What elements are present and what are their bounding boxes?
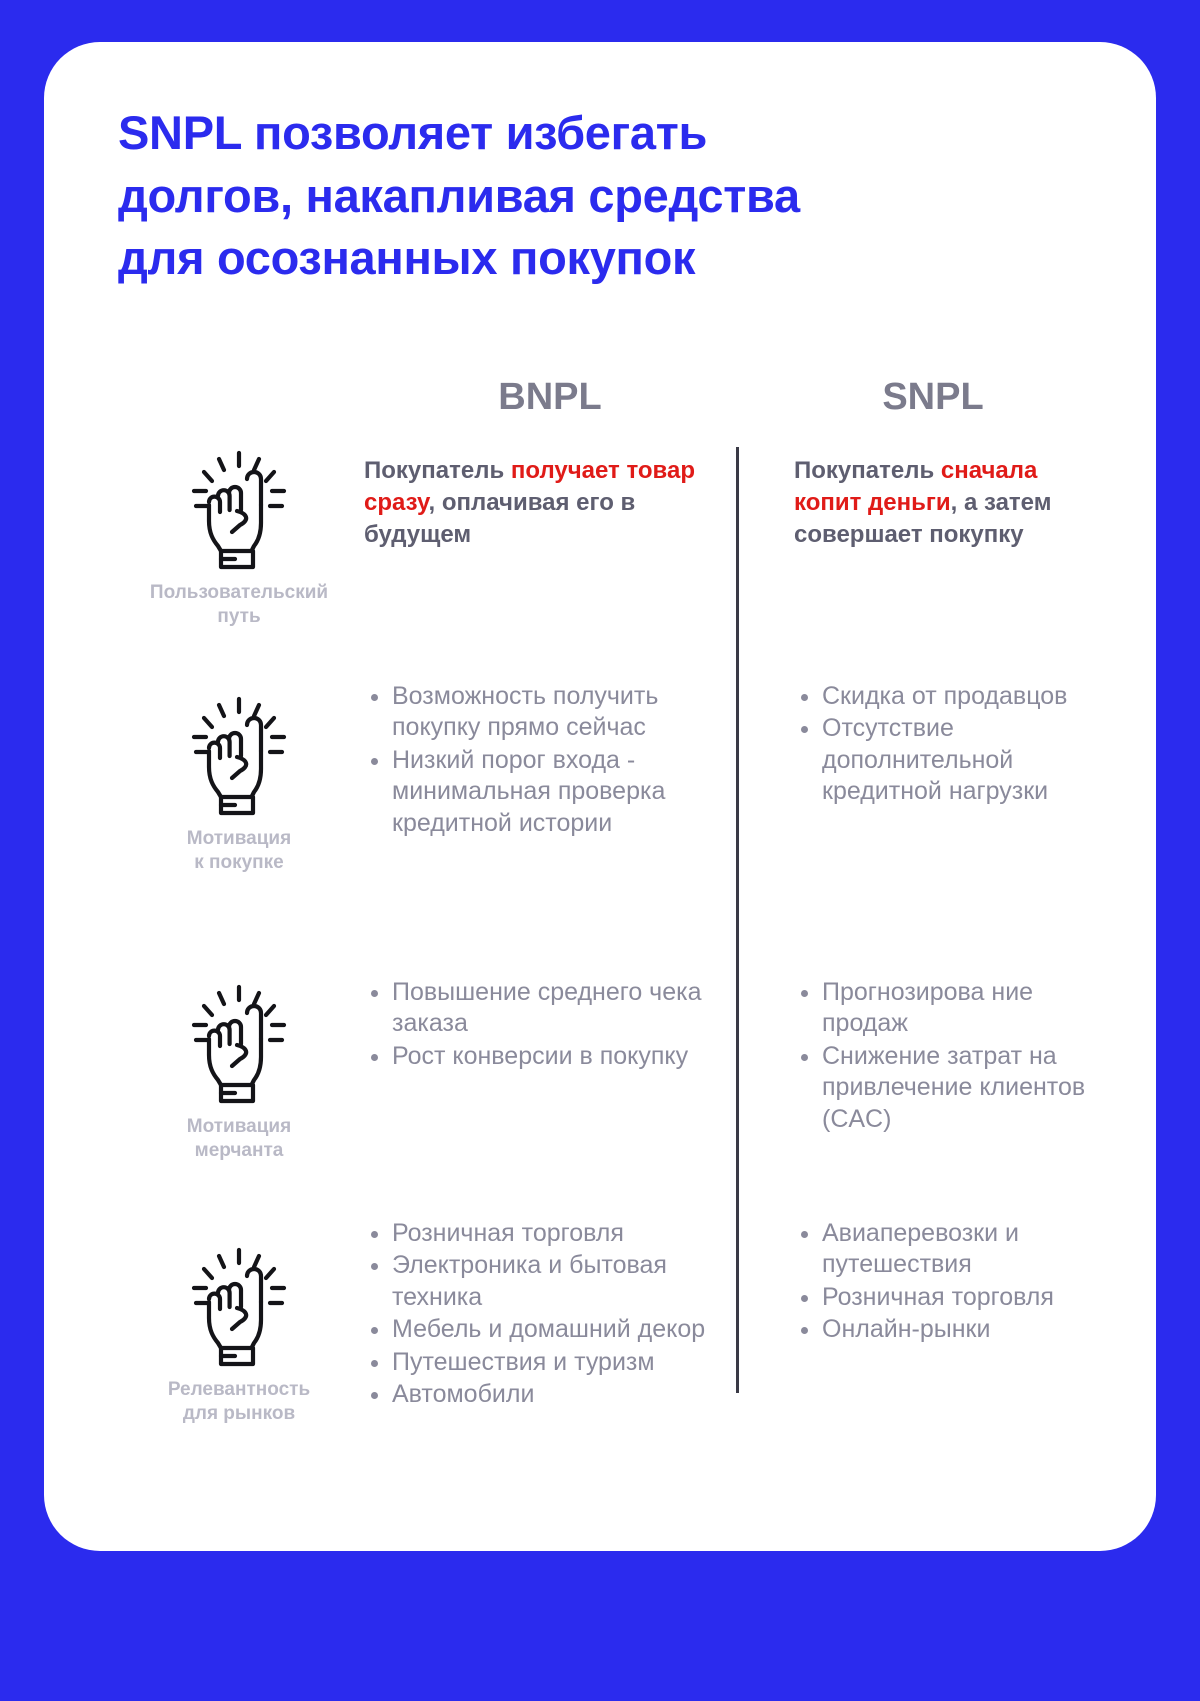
column-header-snpl: SNPL — [882, 375, 984, 418]
cell-snpl — [758, 641, 1108, 809]
lead-text: , а затем совершает покупку — [794, 488, 1052, 548]
clicking-hand-icon — [185, 449, 293, 573]
row-label-text: Релевантность для рынков — [167, 1378, 311, 1425]
bullet-list — [364, 977, 718, 1073]
header-spacer — [114, 376, 364, 419]
cell-bnpl — [364, 641, 736, 841]
bullet-list — [794, 977, 1108, 1136]
cell-snpl — [758, 931, 1108, 1137]
list-item: Электроника и бытовая техника — [364, 1250, 718, 1313]
row-label-text: Пользовательский путь — [149, 581, 329, 628]
list-item: Отсутствие дополнительной кредитной нагрузки — [794, 713, 1108, 808]
column-header-bnpl: BNPL — [498, 375, 602, 418]
list-item: Возможность получить покупку прямо сейчас — [364, 681, 718, 744]
row-label-text: Мотивация к покупке — [186, 827, 292, 874]
bullet-list — [794, 681, 1108, 808]
row-label-1 — [114, 441, 364, 630]
list-item: Авиаперевозки и путешествия — [794, 1218, 1108, 1281]
cell-bnpl — [364, 441, 736, 551]
row-label-3 — [114, 931, 364, 1164]
lead-paragraph — [794, 455, 1108, 551]
page-title — [118, 102, 1018, 290]
lead-highlight: сначала копит деньги — [794, 456, 1038, 516]
lead-paragraph — [364, 455, 718, 551]
lead-text: Покупатель — [364, 456, 511, 484]
bullet-list — [364, 681, 718, 840]
list-item: Розничная торговля — [794, 1282, 1108, 1314]
row-label-2 — [114, 641, 364, 876]
clicking-hand-icon — [185, 695, 293, 819]
comparison-row — [114, 1176, 1086, 1427]
clicking-hand-icon — [185, 1246, 293, 1370]
comparison-row — [114, 441, 1086, 641]
cell-snpl — [758, 1176, 1108, 1347]
title-line-2: долгов, накапливая средства — [118, 168, 800, 222]
list-item: Розничная торговля — [364, 1218, 718, 1250]
list-item: Снижение затрат на привлечение клиентов (CAC) — [794, 1041, 1108, 1136]
comparison-row — [114, 931, 1086, 1176]
list-item: Скидка от продавцов — [794, 681, 1108, 713]
list-item: Автомобили — [364, 1379, 718, 1411]
list-item: Путешествия и туризм — [364, 1347, 718, 1379]
title-line-1: SNPL позволяет избегать — [118, 106, 708, 159]
lead-text: , оплачивая его в будущем — [364, 488, 636, 548]
bullet-list — [794, 1218, 1108, 1346]
cell-snpl — [758, 441, 1108, 551]
list-item: Онлайн-рынки — [794, 1314, 1108, 1346]
row-label-text: Мотивация мерчанта — [186, 1115, 292, 1162]
list-item: Рост конверсии в покупку — [364, 1041, 718, 1073]
lead-text: Покупатель — [794, 456, 941, 484]
clicking-hand-icon — [185, 983, 293, 1107]
column-headers — [114, 376, 1086, 419]
comparison-grid — [114, 441, 1086, 1427]
title-line-3: для осознанных покупок — [118, 231, 696, 284]
cell-bnpl — [364, 1176, 736, 1412]
column-divider — [736, 447, 739, 1393]
list-item: Мебель и домашний декор — [364, 1314, 718, 1346]
cell-bnpl — [364, 931, 736, 1074]
bullet-list — [364, 1218, 718, 1411]
list-item: Повышение среднего чека заказа — [364, 977, 718, 1040]
comparison-row — [114, 641, 1086, 931]
list-item: Низкий порог входа - минимальная проверка кредитной истории — [364, 745, 718, 840]
lead-highlight: получает товар сразу — [364, 456, 696, 516]
row-label-4 — [114, 1176, 364, 1427]
info-card — [44, 42, 1156, 1551]
list-item: Прогнозирова ние продаж — [794, 977, 1108, 1040]
